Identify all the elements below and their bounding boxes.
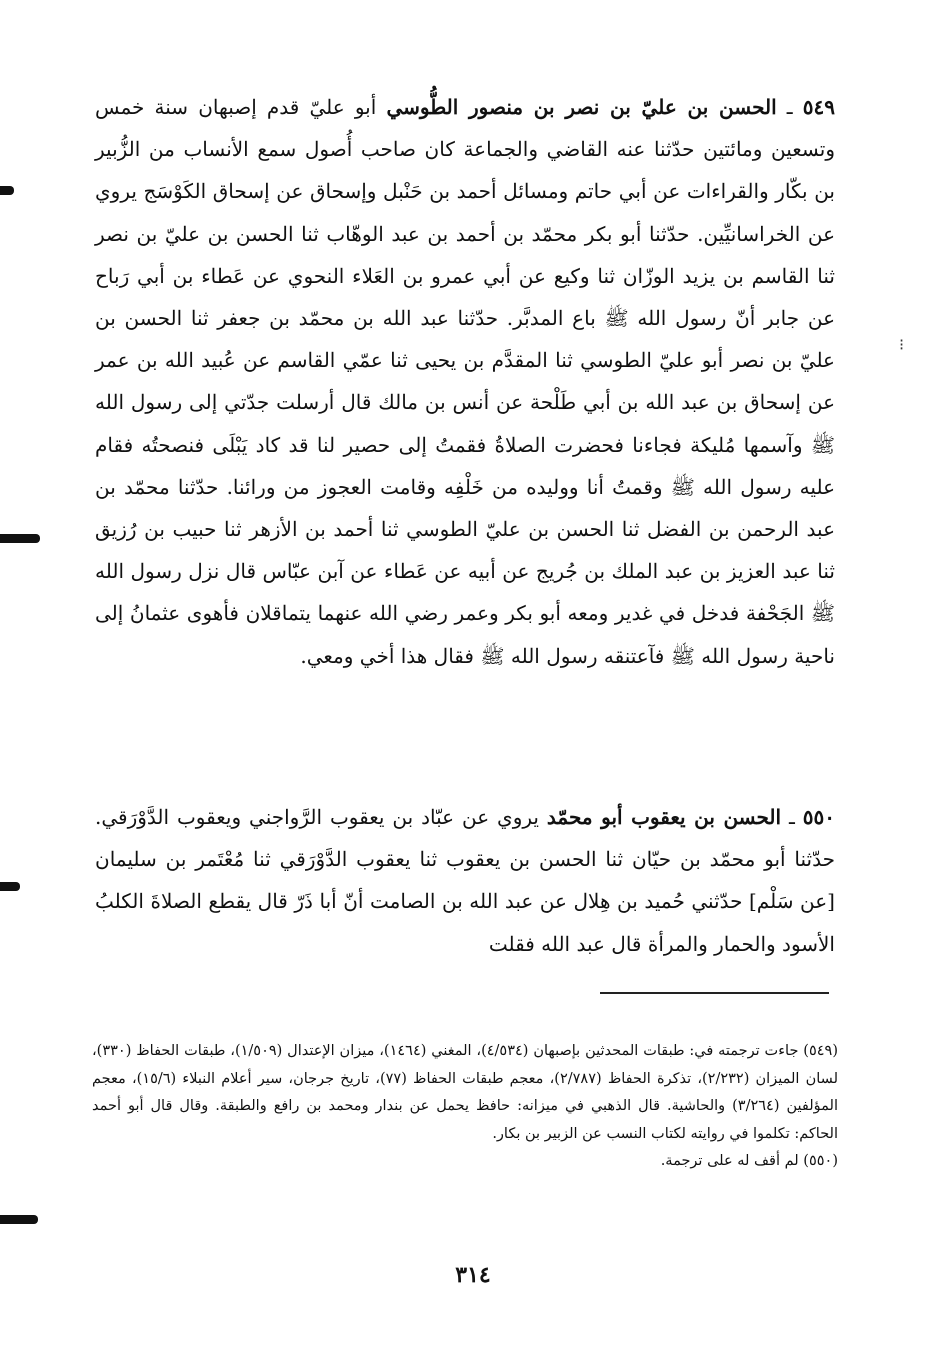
footnotes	[92, 1038, 838, 1176]
binding-mark	[0, 882, 20, 891]
entry-separator: ـ	[776, 95, 803, 119]
entry-number: ٥٥٠	[802, 805, 836, 829]
entry-name: الحسن بن عليّ بن نصر بن منصور الطُّوسي	[386, 95, 777, 119]
binding-mark	[0, 186, 14, 195]
entry-separator: ـ	[781, 805, 803, 829]
margin-mark: ⁝	[899, 335, 905, 354]
entry-body: أبو عليّ قدم إصبهان سنة خمس وتسعين ومائتين حدّثنا عنه القاضي والجماعة كان صاحب أُصول سمع الأنساب من الزُّبير بن بكّار والقراءات عن أبي حاتم ومسائل أحمد بن حَنْبل وإسحاق عن إسحاق الكَوْسَج يروي عن الخراسانيِّين. حدّثنا أبو بكر محمّد بن أحمد بن عبد الوهّاب ثنا الحسن بن عليّ بن نصر ثنا القاسم بن يزيد الوزّان ثنا وكيع عن أبي عمرو بن العَلاء النحوي عن عَطاء بن أبي رَباح عن جابر أنّ رسول الله ﷺ باع المدبَّر. حدّثنا عبد الله بن محمّد بن جعفر ثنا الحسن بن عليّ بن نصر أبو عليّ الطوسي ثنا المقدَّم بن يحيى ثنا عمّي القاسم عن عُبيد الله بن عمر عن إسحاق بن عبد الله بن أبي طَلْحة عن أنس بن مالك قال أرسلت جدّتي إلى رسول الله ﷺ وآسمها مُليكة فجاءنا فحضرت الصلاةُ فقمتُ إلى حصير لنا قد كاد يَبْلَى فنصحتُه فقام عليه رسول الله ﷺ وقمتُ أنا ووليده من خَلْفِه وقامت العجوز من ورائنا. حدّثنا محمّد بن عبد الرحمن بن الفضل ثنا الحسن بن عليّ الطوسي ثنا أحمد بن الأزهر ثنا حبيب بن رُزيق ثنا عبد العزيز بن عبد الملك بن جُريج عن أبيه عن عَطاء عن آبن عبّاس قال نزل رسول الله ﷺ الجَحْفة فدخل في غدير ومعه أبو بكر وعمر رضي الله عنهما يتماقلان فأهوى عثمانُ إلى ناحية رسول الله ﷺ فآعتنقه رسول الله ﷺ فقال هذا أخي ومعي.	[95, 95, 835, 668]
entry-number: ٥٤٩	[802, 95, 836, 119]
entry-name: الحسن بن يعقوب أبو محمّد	[546, 805, 782, 829]
entry-550	[95, 796, 835, 965]
entry-body: يروي عن عبّاد بن يعقوب الرَّواجني ويعقوب الدَّوْرَقي. حدّثنا أبو محمّد بن حيّان ثنا الحسن بن يعقوب ثنا يعقوب الدَّوْرَقي ثنا مُعْتَمر بن سليمان [عن سَلْم] حدّثني حُميد بن هِلال عن عبد الله بن الصامت أنّ أبا ذَرّ قال يقطع الصلاةَ الكلبُ الأسود والحمار والمرأة قال عبد الله فقلت	[95, 805, 835, 956]
footnote-550: (٥٥٠) لم أقف له على ترجمة.	[660, 1153, 838, 1169]
entry-549	[95, 86, 835, 677]
footnote-divider	[600, 992, 829, 994]
binding-mark	[0, 1215, 38, 1224]
footnote-549: (٥٤٩) جاءت ترجمته في: طبقات المحدثين بإصبهان (٤/٥٣٤)، المغني (١٤٦٤)، ميزان الإعتدال (١/٥٠٩)، طبقات الحفاظ (٣٣٠)، لسان الميزان (٢/٢٣٢)، تذكرة الحفاظ (٢/٧٨٧)، معجم طبقات الحفاظ (٧٧)، تاريخ جرجان، سير أعلام النبلاء (١٥/٦)، معجم المؤلفين (٣/٢٦٤) والحاشية. قال الذهبي في ميزانه: حافظ يحمل عن بندار ومحمد بن رافع والطبقة. وقال قال أبو أحمد الحاكم: تكلموا في روايته لكتاب النسب عن الزبير بن بكار.	[92, 1043, 839, 1142]
page-number: ٣١٤	[455, 1262, 491, 1288]
binding-mark	[0, 534, 40, 543]
